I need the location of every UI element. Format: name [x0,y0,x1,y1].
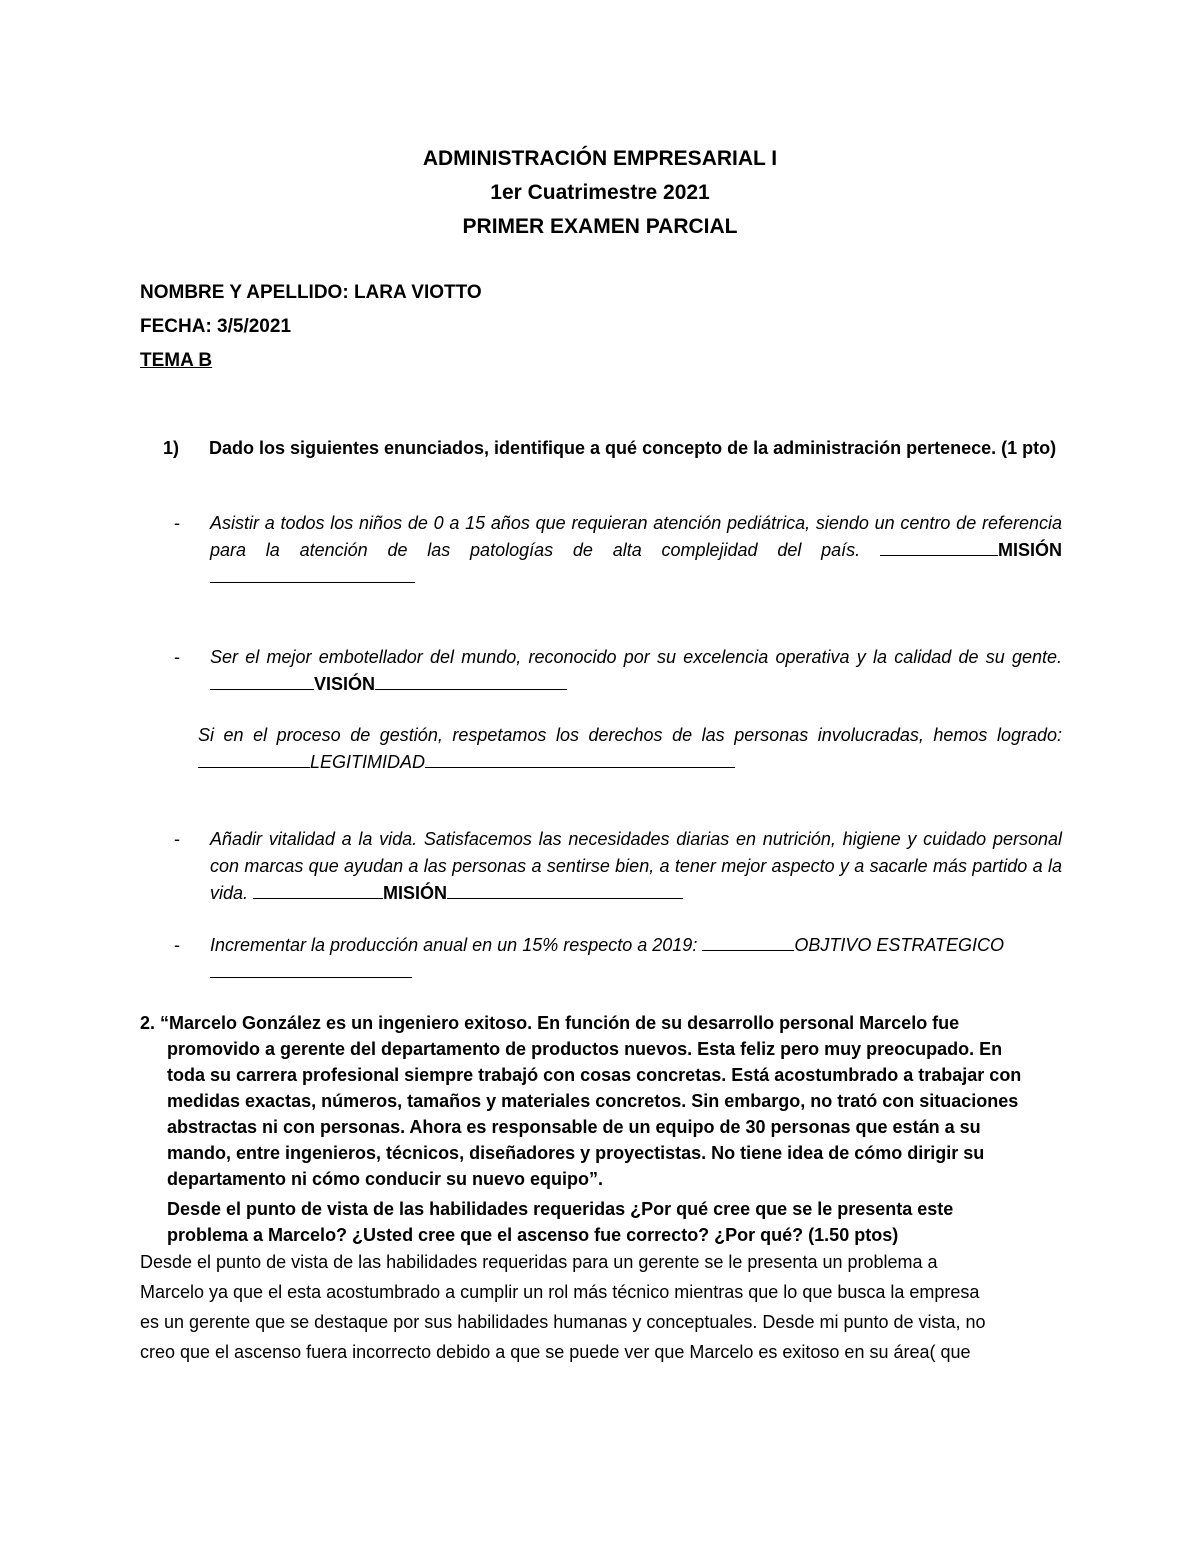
case-line: departamento ni cómo conducir su nuevo equipo”. [167,1169,604,1189]
case-line: promovido a gerente del departamento de productos nuevos. Esta feliz pero muy preocupado. En [167,1039,1003,1059]
answer-line: creo que el ascenso fuera incorrecto debido a que se puede ver que Marcelo es exitoso en su área( que [140,1342,971,1362]
case-line: 2. “Marcelo González es un ingeniero exitoso. En función de su desarrollo personal Marcelo fue [140,1013,960,1033]
q1-item-5 [174,932,1062,986]
question-2 [140,1010,1070,1192]
q1-item-2-answer: VISIÓN [314,674,376,694]
q1-item-3-text: Si en el proceso de gestión, respetamos los derechos de las personas involucradas, hemos logrado: [198,725,1062,745]
answer-line: Marcelo ya que el esta acostumbrado a cumplir un rol más técnico mientras que lo que busca la empresa [140,1282,980,1302]
question-1 [163,434,1063,462]
exam-topic: TEMA B [140,350,213,371]
answer-line: es un gerente que se destaque por sus habilidades humanas y conceptuales. Desde mi punto de vista, no [140,1312,986,1332]
term-label: 1er Cuatrimestre 2021 [490,181,710,204]
answer-blank [210,673,314,690]
answer-blank [210,566,415,583]
answer-blank [375,673,567,690]
item-dash: - [174,513,180,533]
answer-blank [210,961,412,978]
q1-item-2-text: Ser el mejor embotellador del mundo, reconocido por su excelencia operativa y la calidad de su gente. [210,647,1062,667]
q1-item-1-answer: MISIÓN [997,540,1062,560]
q1-item-5-answer: OBJTIVO ESTRATEGICO [794,935,1005,955]
q1-item-3-answer: LEGITIMIDAD [310,752,426,772]
item-dash: - [174,829,180,849]
q1-item-3-body [198,722,1062,776]
q1-item-3 [174,722,1062,776]
question-2-prompt [167,1196,1067,1248]
question-2-answer [140,1247,1075,1367]
item-dash: - [174,935,180,955]
case-line: mando, entre ingenieros, técnicos, diseñadores y proyectistas. No tiene idea de cómo dirigir su [167,1143,985,1163]
q1-item-1-body [210,510,1062,591]
q1-item-2-body [210,644,1062,698]
answer-blank [198,751,310,768]
question-2-case [140,1010,1070,1192]
question-1-number: 1) [163,438,180,458]
answer-line: Desde el punto de vista de las habilidades requeridas para un gerente se le presenta un problema a [140,1252,938,1272]
course-title: ADMINISTRACIÓN EMPRESARIAL I [422,147,778,170]
document-header [0,142,1200,244]
q1-item-1-text: Asistir a todos los niños de 0 a 15 años que requieran atención pediátrica, siendo un centro de referencia para la atención de las patologías de alta complejidad del país. [210,513,1062,560]
q1-item-4-body [210,826,1062,907]
q1-item-2 [174,644,1062,698]
answer-blank [447,882,683,899]
answer-blank [425,751,735,768]
exam-date: FECHA: 3/5/2021 [140,316,292,337]
case-line: toda su carrera profesional siempre trabajó con cosas concretas. Está acostumbrado a trabajar con [167,1065,1022,1085]
q1-item-5-text: Incrementar la producción anual en un 15% respecto a 2019: [210,935,698,955]
q1-item-4-answer: MISIÓN [383,883,448,903]
q1-item-1 [174,510,1062,591]
student-name: NOMBRE Y APELLIDO: LARA VIOTTO [140,282,482,303]
q1-item-5-body [210,932,1062,986]
exam-title: PRIMER EXAMEN PARCIAL [462,215,738,238]
answer-blank [253,882,383,899]
prompt-line: Desde el punto de vista de las habilidades requeridas ¿Por qué cree que se le presenta este [167,1199,954,1219]
answer-blank [880,539,998,556]
case-line: medidas exactas, números, tamaños y materiales concretos. Sin embargo, no trató con situaciones [167,1091,1019,1111]
question-1-prompt: Dado los siguientes enunciados, identifique a qué concepto de la administración pertenece. (1 pto) [209,438,1057,458]
prompt-line: problema a Marcelo? ¿Usted cree que el ascenso fue correcto? ¿Por qué? (1.50 ptos) [167,1225,899,1245]
answer-blank [702,934,794,951]
item-dash: - [174,647,180,667]
q1-item-4 [174,826,1062,907]
q1-item-4-text: Añadir vitalidad a la vida. Satisfacemos las necesidades diarias en nutrición, higiene y cuidado personal con marcas que ayudan a las personas a sentirse bien, a tener mejor aspecto y a sacarle más partido a la vida. [210,829,1062,903]
case-line: abstractas ni con personas. Ahora es responsable de un equipo de 30 personas que están a su [167,1117,981,1137]
